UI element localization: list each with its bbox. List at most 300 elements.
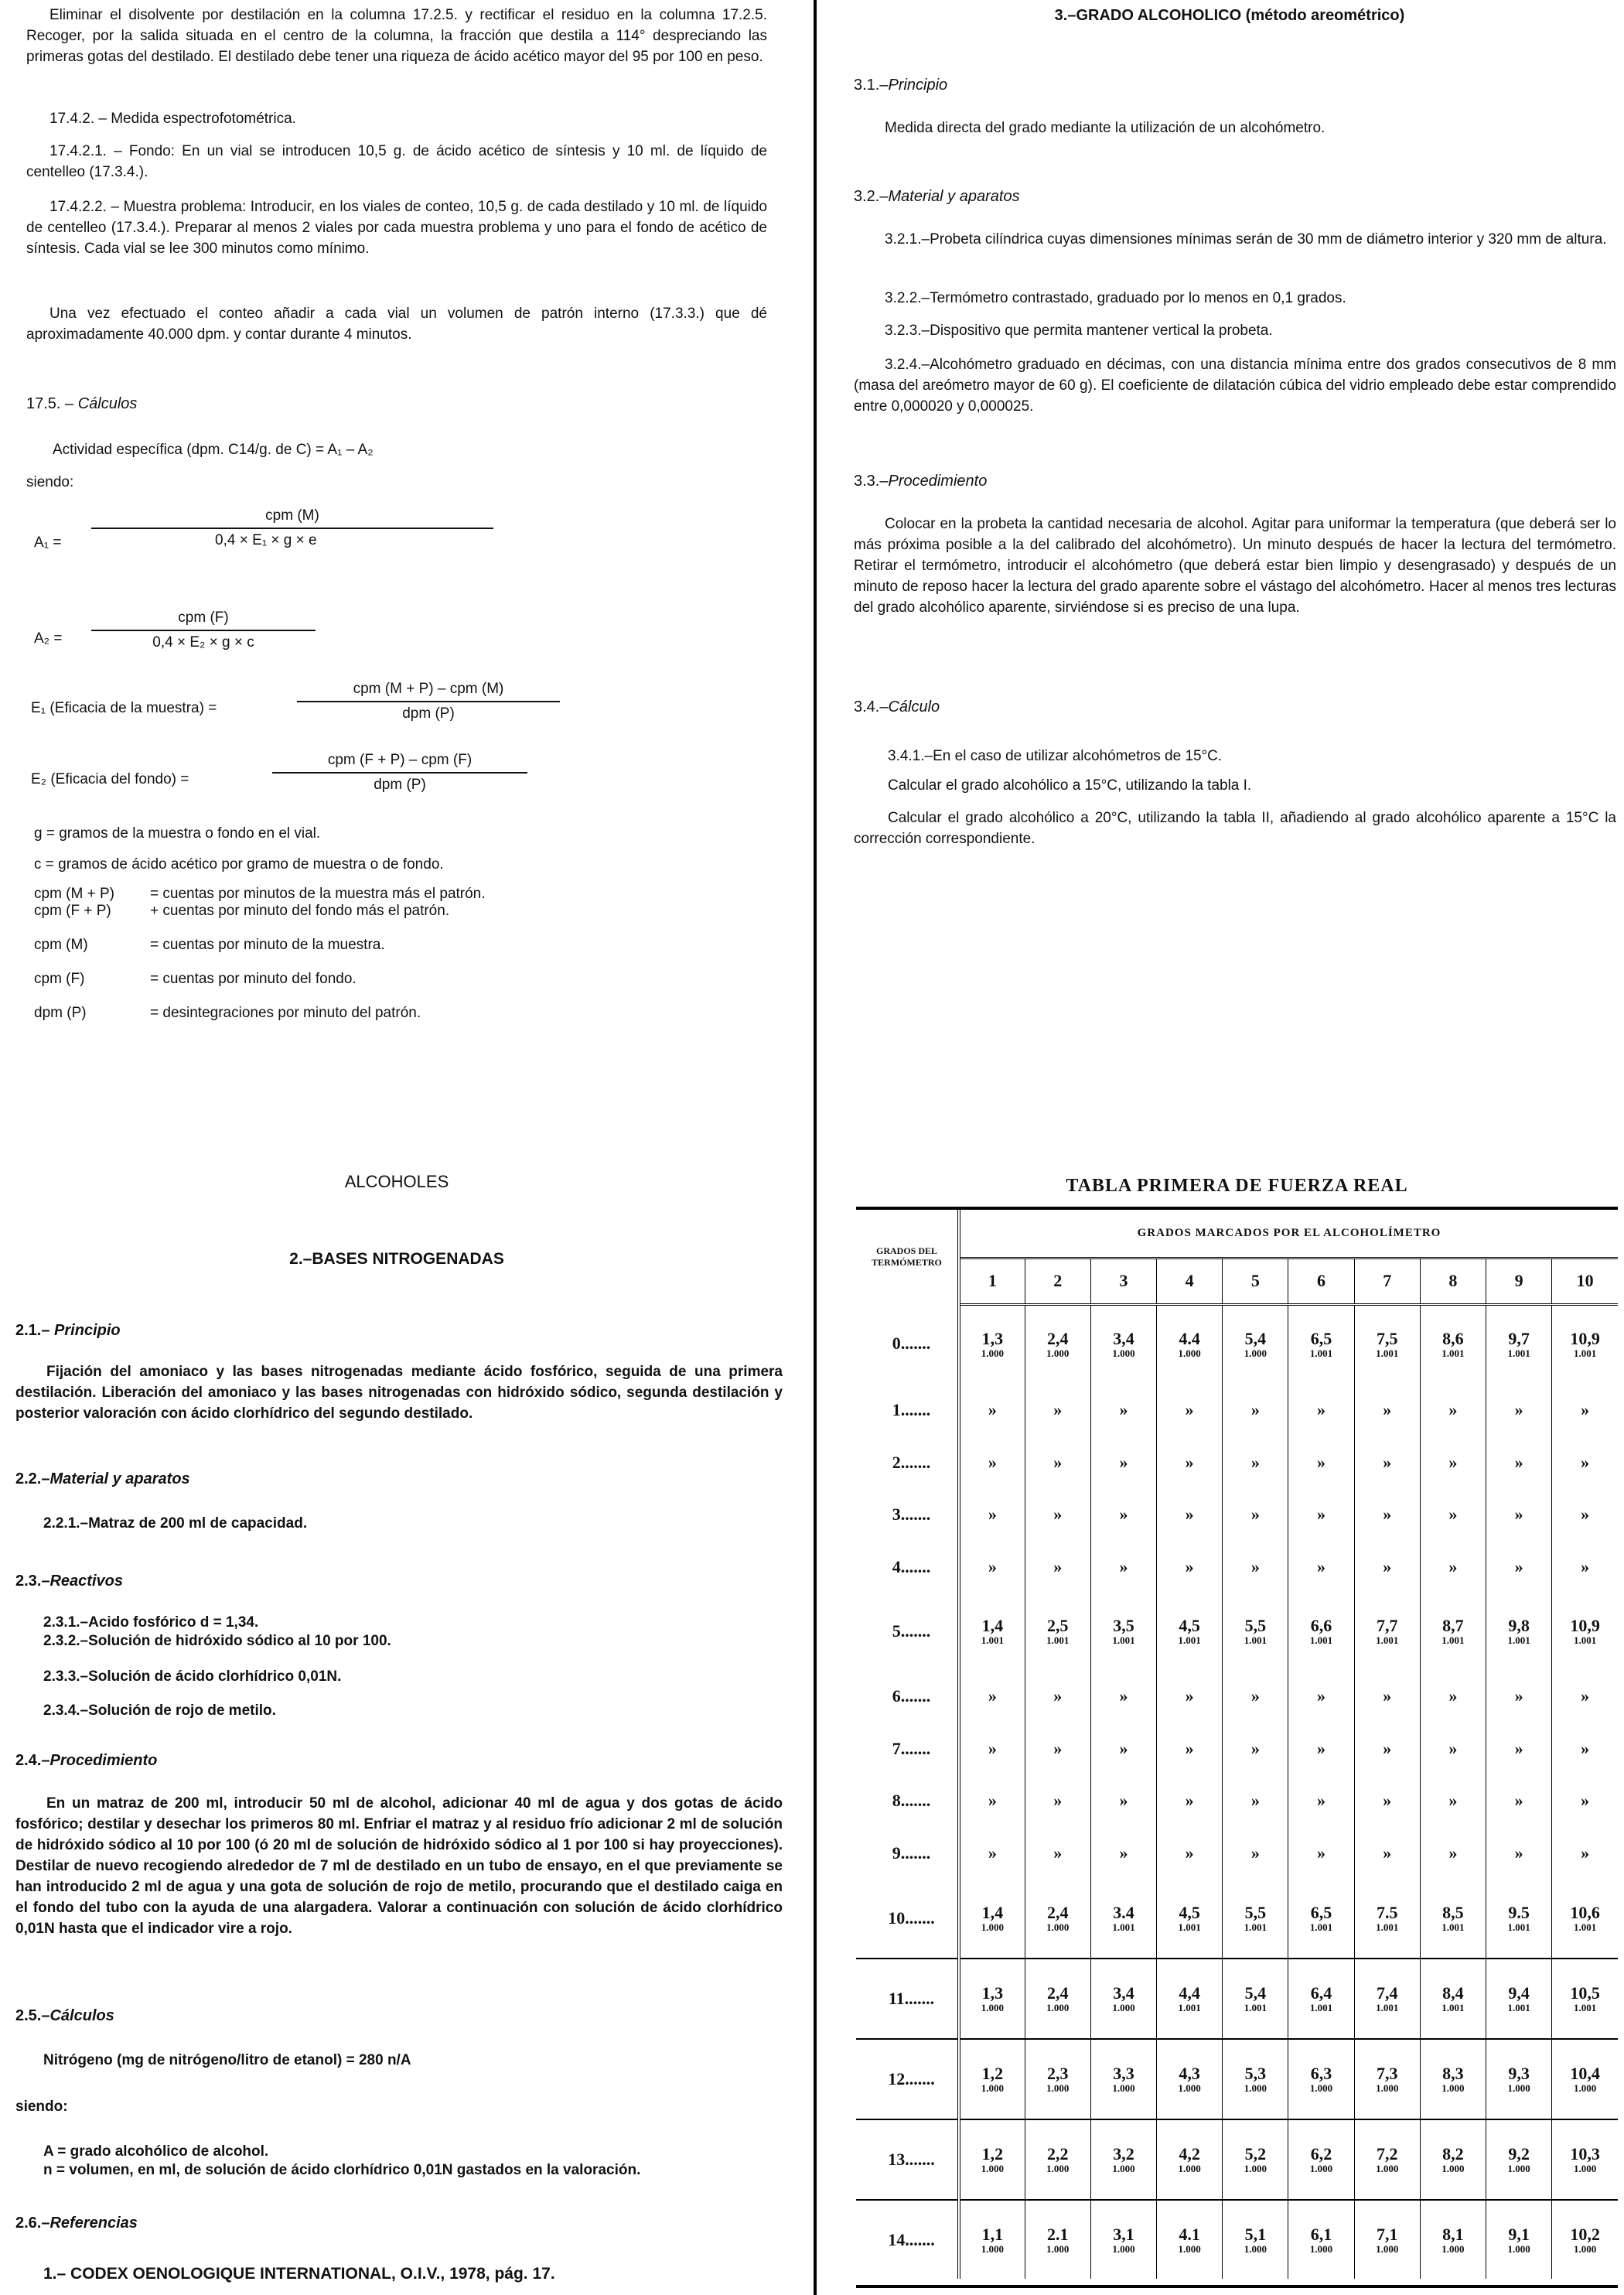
density-value: 1.001 [1112,1634,1135,1647]
density-value: 1.000 [1046,2163,1070,2175]
table-cell [1090,1723,1156,1775]
section-2-3-3: 2.3.3.–Solución de ácido clorhídrico 0,01N. [43,1668,342,1685]
column-divider [814,0,817,2295]
table-cell [1223,1384,1288,1436]
table-cell [1552,1774,1618,1827]
table-cell [1486,1541,1552,1593]
degree-value: 2,3 [1047,2063,1069,2083]
density-value: 1.001 [1573,1347,1597,1360]
conteo-paragraph: Una vez efectuado el conteo añadir a cada vial un volumen de patrón interno (17.3.3.) que dé aproximadamente 40.000 dpm. y contar durante 4 minutos. [26,306,767,343]
density-value: 1.000 [1046,2082,1070,2094]
ditto-mark: » [1383,1504,1392,1525]
section-2-1-heading: 2.1.– Principio [15,1322,121,1339]
ditto-mark: » [1317,1557,1326,1577]
degree-value: 2,2 [1047,2144,1069,2164]
degree-value: 3,4 [1113,1983,1134,2003]
definition-n: n = volumen, en ml, de solución de ácido clorhídrico 0,01N gastados en la valoración. [43,2162,641,2178]
table-cell [1420,1880,1486,1959]
table-cell [959,1384,1025,1436]
section-3-1-text: Medida directa del grado mediante la utilización de un alcohómetro. [885,120,1325,136]
degree-value: 10,6 [1570,1903,1600,1923]
degree-value: 6,5 [1310,1903,1332,1923]
density-value: 1.000 [1046,2242,1070,2255]
table-cell [1420,1827,1486,1880]
degree-value: 8,6 [1442,1329,1464,1349]
ditto-mark: » [1317,1685,1326,1706]
table-cell [1486,1959,1552,2039]
degree-value: 10,4 [1570,2063,1600,2083]
density-value: 1.001 [1309,1921,1333,1934]
table-cell [959,1593,1025,1670]
degree-value: 5,5 [1244,1616,1267,1636]
table-row [856,2119,1618,2200]
table-row [856,1774,1618,1827]
ditto-mark: » [1053,1557,1063,1577]
table-cell [1354,1959,1420,2039]
degree-value: 4,5 [1179,1616,1200,1636]
ditto-mark: » [1119,1738,1128,1758]
a1-label: A₁ = [34,534,62,551]
table-cell [1090,1670,1156,1723]
degree-value: 3,1 [1113,2224,1134,2244]
degree-value: 7,4 [1376,1983,1398,2003]
density-value: 1.001 [1573,2001,1597,2013]
table-cell [959,1827,1025,1880]
table-cell [1420,2039,1486,2119]
density-value: 1.000 [1244,2082,1267,2094]
table-cell [1288,1593,1354,1670]
section-2-1-text: Fijación del amoniaco y las bases nitrogenadas mediante ácido fosfórico, seguida de una primera destilación. Liberación del amoniaco y las bases nitrogenadas con hidróxido sódico, segunda destilación y posterior valoración con ácido clorhídrico del segundo destilado. [15,1364,783,1422]
table-cell [1552,2039,1618,2119]
degree-value: 7,7 [1376,1616,1398,1636]
density-value: 1.000 [1112,1347,1135,1360]
degree-value: 1,3 [981,1329,1004,1349]
ditto-mark: » [1053,1791,1063,1811]
density-value: 1.001 [1178,2001,1201,2013]
table-cell [1090,1593,1156,1670]
table-cell [1025,1541,1090,1593]
siendo-label: siendo: [26,474,74,490]
ditto-mark: » [1053,1843,1063,1863]
table-cell [1223,1541,1288,1593]
ditto-mark: » [1317,1504,1326,1525]
density-value: 1.001 [1244,1921,1267,1934]
degree-value: 8,7 [1442,1616,1464,1636]
ditto-mark: » [1317,1399,1326,1419]
degree-value: 1,1 [981,2224,1004,2244]
degree-value: 2.1 [1047,2224,1069,2244]
column-header: 7 [1354,1258,1420,1304]
degree-value: 6,2 [1310,2144,1332,2164]
cpm-definition-meaning: = cuentas por minuto de la muestra. [150,937,385,953]
table-cell [1157,1304,1223,1384]
table-cell [1420,1436,1486,1489]
density-value: 1.001 [1046,1634,1070,1647]
table-cell [1354,1436,1420,1489]
degree-value: 10,9 [1570,1329,1600,1349]
table-cell [1090,2200,1156,2279]
definition-a: A = grado alcohólico de alcohol. [43,2143,269,2160]
degree-value: 1,4 [981,1903,1004,1923]
table-cell [1354,1593,1420,1670]
ditto-mark: » [1448,1399,1458,1419]
table-cell [1223,1774,1288,1827]
degree-value: 7.5 [1376,1903,1398,1923]
ditto-mark: » [1581,1504,1590,1525]
section-2-2-heading: 2.2.–Material y aparatos [15,1470,190,1487]
section-3-4-heading: 3.4.–Cálculo [854,698,940,715]
degree-value: 7,5 [1376,1329,1398,1349]
table-row [856,2200,1618,2279]
column-group-header: GRADOS MARCADOS POR EL ALCOHOLÍMETRO [959,1210,1618,1258]
table-title: TABLA PRIMERA DE FUERZA REAL [1066,1176,1408,1196]
table-cell [1486,1384,1552,1436]
intro-paragraph: Eliminar el disolvente por destilación en la columna 17.2.5. y rectificar el residuo en la columna 17.2.5. Recoger, por la salida situada en el centro de la columna, la fracción que destila a 114° despreciando las primeras gotas del destilado. El destilado debe tener una riqueza de ácido acético mayor del 95 por 100 en peso. [26,7,767,65]
cpm-definition-term: cpm (M + P) [34,886,114,902]
table-cell [1025,1880,1090,1959]
density-value: 1.000 [981,2163,1004,2175]
e2-numerator: cpm (F + P) – cpm (F) [327,752,473,768]
degree-value: 4.4 [1179,1329,1200,1349]
degree-value: 6,4 [1310,1983,1332,2003]
table-cell [1157,1827,1223,1880]
ditto-mark: » [1185,1738,1194,1758]
table-cell [1157,1959,1223,2039]
density-value: 1.000 [981,1921,1004,1934]
column-header: 6 [1288,1258,1354,1304]
ditto-mark: » [988,1843,997,1863]
degree-value: 3,5 [1113,1616,1134,1636]
section-3-2-1: 3.2.1.–Probeta cilíndrica cuyas dimensiones mínimas serán de 30 mm de diámetro interior y 320 mm de altura. [885,231,1607,248]
row-header: GRADOS DEL TERMÓMETRO [856,1210,959,1304]
ditto-mark: » [1514,1791,1523,1811]
table-cell [1354,1670,1420,1723]
density-value: 1.000 [1309,2163,1333,2175]
table-cell [959,2200,1025,2279]
ditto-mark: » [988,1452,997,1472]
ditto-mark: » [1185,1399,1194,1419]
table-cell [1025,1959,1090,2039]
table-cell [1288,1384,1354,1436]
ditto-mark: » [1581,1399,1590,1419]
table-cell [1223,2039,1288,2119]
density-value: 1.000 [1178,2242,1201,2255]
section-3-2-heading: 3.2.–Material y aparatos [854,188,1020,205]
density-value: 1.001 [1376,1921,1399,1934]
degree-value: 10,2 [1570,2224,1600,2244]
degree-value: 7,1 [1376,2224,1398,2244]
table-cell [1486,1723,1552,1775]
ditto-mark: » [1119,1452,1128,1472]
table-cell [1223,2200,1288,2279]
actividad-formula: Actividad específica (dpm. C14/g. de C) = A₁ – A₂ [53,442,374,458]
ditto-mark: » [1383,1557,1392,1577]
table-cell [959,1541,1025,1593]
table-cell [1288,1723,1354,1775]
density-value: 1.000 [1573,2242,1597,2255]
fraction-bar [91,630,316,631]
table-row [856,1593,1618,1670]
density-value: 1.000 [981,2001,1004,2013]
row-label: 10....... [856,1880,959,1959]
density-value: 1.001 [1441,1634,1465,1647]
table-cell [1552,2119,1618,2200]
ditto-mark: » [1448,1504,1458,1525]
ditto-mark: » [1317,1843,1326,1863]
density-value: 1.001 [1376,2001,1399,2013]
column-header: 10 [1552,1258,1618,1304]
degree-value: 9.5 [1508,1903,1530,1923]
table-cell [1552,1880,1618,1959]
density-value: 1.000 [1178,2082,1201,2094]
column-header: 9 [1486,1258,1552,1304]
density-value: 1.001 [1507,2001,1530,2013]
density-value: 1.000 [1441,2082,1465,2094]
table-cell [1223,1827,1288,1880]
density-value: 1.000 [1178,2163,1201,2175]
ditto-mark: » [1514,1504,1523,1525]
ditto-mark: » [1514,1399,1523,1419]
section-17-4-2: 17.4.2. – Medida espectrofotométrica. [49,111,296,127]
table-cell [959,2039,1025,2119]
degree-value: 9,8 [1508,1616,1530,1636]
density-value: 1.000 [1507,2163,1530,2175]
table-cell [1288,1488,1354,1541]
cpm-definition-meaning: = desintegraciones por minuto del patrón. [150,1005,421,1021]
degree-value: 7,2 [1376,2144,1398,2164]
table-cell [1025,1774,1090,1827]
table-cell [1090,1488,1156,1541]
table-cell [1025,2039,1090,2119]
fraction-bar [297,701,560,702]
degree-value: 2,4 [1047,1983,1069,2003]
cpm-definition-term: cpm (F + P) [34,903,111,919]
ditto-mark: » [988,1738,997,1758]
density-value: 1.000 [1046,2001,1070,2013]
ditto-mark: » [1119,1843,1128,1863]
degree-value: 4,2 [1179,2144,1200,2164]
density-value: 1.000 [1309,2082,1333,2094]
table-cell [1552,1488,1618,1541]
density-value: 1.000 [1441,2163,1465,2175]
table-cell [1486,2039,1552,2119]
table-cell [1288,1827,1354,1880]
row-label: 4....... [856,1541,959,1593]
table-cell [959,1723,1025,1775]
table-cell [1223,1488,1288,1541]
table-cell [1288,2119,1354,2200]
table-cell [1420,1304,1486,1384]
ditto-mark: » [1581,1685,1590,1706]
cpm-definition-row [34,1002,761,1023]
degree-value: 5,2 [1244,2144,1267,2164]
ditto-mark: » [1185,1557,1194,1577]
table-cell [1288,1541,1354,1593]
table-cell [959,1880,1025,1959]
row-label: 7....... [856,1723,959,1775]
density-value: 1.001 [981,1634,1004,1647]
degree-value: 10,3 [1570,2144,1600,2164]
section-2-5-heading: 2.5.–Cálculos [15,2007,114,2024]
row-label: 14....... [856,2200,959,2279]
table-cell [1486,1436,1552,1489]
cpm-definition-term: dpm (P) [34,1005,87,1021]
density-value: 1.001 [1178,1921,1201,1934]
degree-value: 10,5 [1570,1983,1600,2003]
a1-numerator: cpm (M) [265,507,319,524]
degree-value: 1,4 [981,1616,1004,1636]
degree-value: 9,2 [1508,2144,1530,2164]
ditto-mark: » [1119,1399,1128,1419]
degree-value: 1,2 [981,2063,1004,2083]
row-label: 5....... [856,1593,959,1670]
degree-value: 5,1 [1244,2224,1267,2244]
table-cell [1090,1541,1156,1593]
ditto-mark: » [1317,1791,1326,1811]
section-3-4-1-a: Calcular el grado alcohólico a 15°C, utilizando la tabla I. [888,777,1252,794]
ditto-mark: » [1383,1843,1392,1863]
table-cell [1354,1827,1420,1880]
table-cell [1157,2119,1223,2200]
ditto-mark: » [1250,1504,1260,1525]
degree-value: 5,4 [1244,1329,1267,1349]
table-cell [959,1670,1025,1723]
table-row [856,1723,1618,1775]
section-2-3-2: 2.3.2.–Solución de hidróxido sódico al 10 por 100. [43,1633,391,1649]
table-cell [1288,2039,1354,2119]
table-cell [1288,1959,1354,2039]
section-2-6-heading: 2.6.–Referencias [15,2215,138,2232]
nitrogen-formula: Nitrógeno (mg de nitrógeno/litro de etanol) = 280 n/A [43,2052,411,2068]
ditto-mark: » [1514,1685,1523,1706]
table-cell [1420,1488,1486,1541]
ditto-mark: » [1250,1843,1260,1863]
table-cell [1157,1670,1223,1723]
density-value: 1.001 [1441,2001,1465,2013]
section-3-2-3: 3.2.3.–Dispositivo que permita mantener vertical la probeta. [885,323,1273,339]
table-cell [1486,1593,1552,1670]
cpm-definition-term: cpm (F) [34,971,85,987]
table-cell [1486,1827,1552,1880]
table-cell [959,2119,1025,2200]
degree-value: 1,3 [981,1983,1004,2003]
density-value: 1.001 [1309,1347,1333,1360]
density-value: 1.000 [1376,2082,1399,2094]
ditto-mark: » [1581,1843,1590,1863]
table-cell [1090,1304,1156,1384]
table-cell [1090,1384,1156,1436]
cpm-definition-row [34,934,761,955]
ditto-mark: » [1581,1452,1590,1472]
degree-value: 5,3 [1244,2063,1267,2083]
cpm-definition-meaning: = cuentas por minutos de la muestra más el patrón. [150,886,486,902]
ditto-mark: » [1119,1685,1128,1706]
table-cell [1025,1670,1090,1723]
degree-value: 8,5 [1442,1903,1464,1923]
degree-value: 3.4 [1113,1903,1134,1923]
a2-fraction [91,610,316,651]
table-cell [1288,1670,1354,1723]
row-label: 11....... [856,1959,959,2039]
ditto-mark: » [1119,1504,1128,1525]
table-cell [1420,1774,1486,1827]
table-row [856,1541,1618,1593]
table-cell [1223,2119,1288,2200]
a1-denominator: 0,4 × E₁ × g × e [215,532,317,548]
ditto-mark: » [1383,1399,1392,1419]
degree-value: 7,3 [1376,2063,1398,2083]
degree-value: 9,1 [1508,2224,1530,2244]
table-grid [856,1210,1618,2279]
ditto-mark: » [1514,1843,1523,1863]
table-cell [1025,1827,1090,1880]
a2-numerator: cpm (F) [178,610,229,626]
ditto-mark: » [1053,1685,1063,1706]
table-cell [1486,1774,1552,1827]
density-value: 1.000 [1244,1347,1267,1360]
row-label: 9....... [856,1827,959,1880]
ditto-mark: » [1250,1399,1260,1419]
degree-value: 5,4 [1244,1983,1267,2003]
table-cell [1420,1670,1486,1723]
ditto-mark: » [1185,1685,1194,1706]
table-cell [1486,2200,1552,2279]
density-value: 1.000 [1178,1347,1201,1360]
section-2-3-heading: 2.3.–Reactivos [15,1573,123,1590]
ditto-mark: » [1250,1685,1260,1706]
row-label: 1....... [856,1384,959,1436]
section-3-4-1-b: Calcular el grado alcohólico a 20°C, utilizando la tabla II, añadiendo al grado alcohólico aparente a 15°C la corrección correspondiente. [854,810,1616,847]
alcoholes-heading: ALCOHOLES [344,1172,449,1191]
table-cell [1157,1723,1223,1775]
table-cell [1157,1880,1223,1959]
ditto-mark: » [1119,1791,1128,1811]
density-value: 1.001 [1178,1634,1201,1647]
density-value: 1.000 [981,2082,1004,2094]
density-value: 1.001 [1507,1634,1530,1647]
e2-denominator: dpm (P) [374,777,426,793]
degree-value: 3,3 [1113,2063,1134,2083]
table-cell [1157,1541,1223,1593]
table-cell [1025,1593,1090,1670]
density-value: 1.001 [1376,1347,1399,1360]
density-value: 1.001 [1507,1347,1530,1360]
table-cell [1157,1384,1223,1436]
a2-denominator: 0,4 × E₂ × g × c [152,634,254,651]
density-value: 1.000 [1046,1921,1070,1934]
density-value: 1.000 [1507,2082,1530,2094]
ditto-mark: » [1185,1791,1194,1811]
degree-value: 8,1 [1442,2224,1464,2244]
table-cell [1354,1384,1420,1436]
degree-value: 3,4 [1113,1329,1134,1349]
table-row [856,1384,1618,1436]
table-cell [1223,1304,1288,1384]
table-cell [1486,1670,1552,1723]
row-label: 12....... [856,2039,959,2119]
table-cell [1552,2200,1618,2279]
table-cell [1288,1304,1354,1384]
table-cell [1157,1436,1223,1489]
e1-denominator: dpm (P) [402,705,455,722]
ditto-mark: » [1448,1738,1458,1758]
degree-value: 1,2 [981,2144,1004,2164]
density-value: 1.001 [1244,1634,1267,1647]
degree-value: 8,2 [1442,2144,1464,2164]
table-cell [1157,1774,1223,1827]
density-value: 1.000 [1376,2242,1399,2255]
a1-fraction [91,507,493,549]
